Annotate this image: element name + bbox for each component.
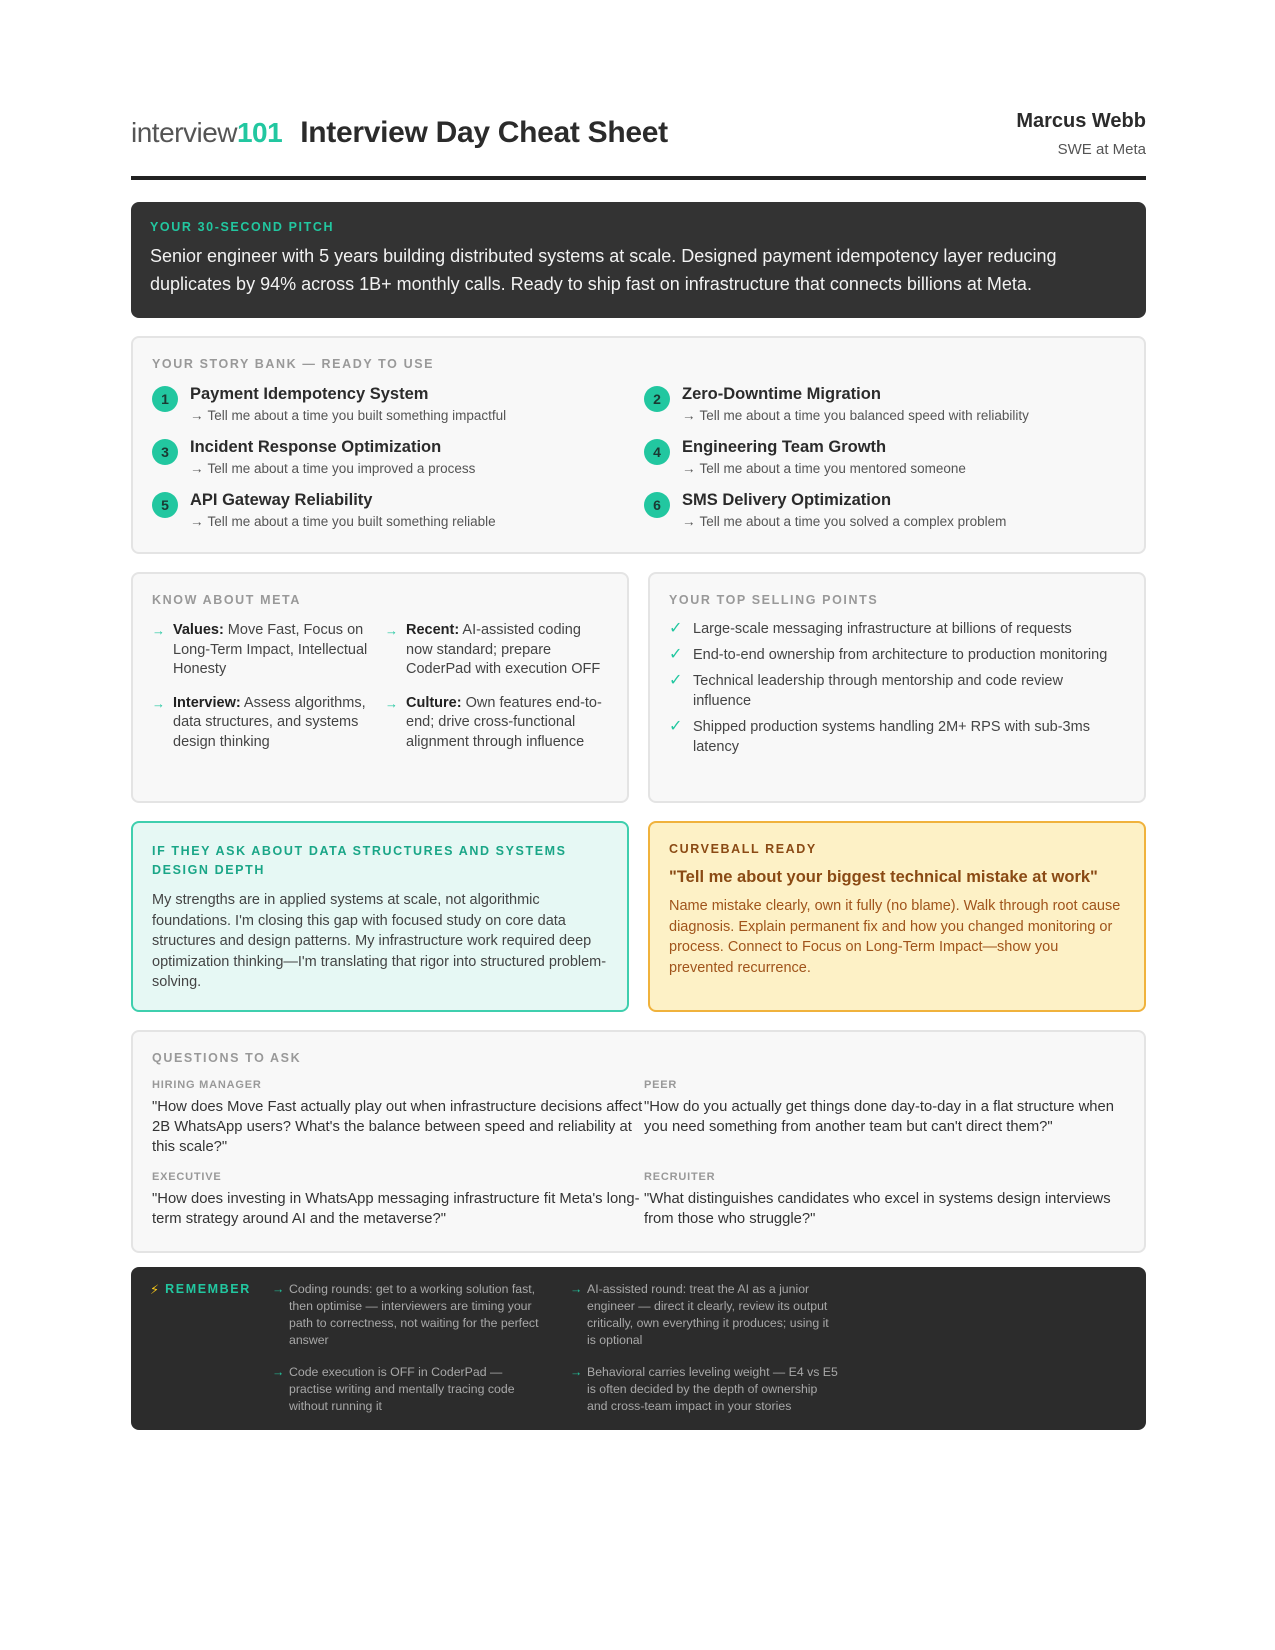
- story-question-text: Tell me about a time you mentored someone: [699, 461, 966, 476]
- question-audience: EXECUTIVE: [152, 1171, 222, 1183]
- story-title: SMS Delivery Optimization: [682, 491, 892, 509]
- know-meta-item: [152, 621, 385, 680]
- data-structures-section: [131, 821, 629, 1012]
- remember-text: Behavioral carries leveling weight — E4 vs E5 is often decided by the depth of ownership and cross-team impact in your stories: [587, 1365, 838, 1413]
- question-item: [152, 1171, 644, 1229]
- candidate-info: [1016, 110, 1146, 158]
- remember-item: [272, 1364, 570, 1416]
- lightning-icon: ⚡: [150, 1282, 160, 1297]
- know-meta-item: [152, 694, 385, 753]
- arrow-icon: →: [682, 461, 696, 476]
- question-item: [152, 1079, 644, 1157]
- arrow-icon: →: [570, 1282, 583, 1296]
- question-audience: PEER: [644, 1079, 678, 1091]
- story-number-badge: 3: [152, 439, 178, 465]
- questions-heading: QUESTIONS TO ASK: [152, 1051, 302, 1065]
- selling-point-text: Large-scale messaging infrastructure at billions of requests: [693, 621, 1072, 637]
- know-meta-item: [385, 621, 608, 680]
- know-meta-text: AI-assisted coding now standard; prepare CoderPad with execution OFF: [406, 622, 601, 677]
- story-question: [190, 514, 496, 529]
- story-bank-section: [131, 336, 1146, 554]
- story-question: [190, 408, 506, 423]
- story-number-badge: 2: [644, 386, 670, 412]
- story-question-text: Tell me about a time you solved a complex problem: [699, 514, 1007, 529]
- remember-item: [570, 1364, 840, 1416]
- brand-row: [131, 116, 668, 150]
- know-meta-label: Values:: [173, 622, 224, 638]
- story-bank-heading: YOUR STORY BANK — READY TO USE: [152, 357, 435, 371]
- know-meta-text: Own features end-to-end; drive cross-functional alignment through influence: [406, 694, 602, 750]
- story-question: [190, 461, 475, 476]
- pitch-heading: YOUR 30-SECOND PITCH: [150, 220, 335, 234]
- logo-word: interview: [131, 117, 237, 148]
- arrow-icon: →: [682, 514, 696, 529]
- know-meta-label: Culture:: [406, 694, 462, 711]
- story-question: [682, 408, 1029, 423]
- story-number-badge: 4: [644, 439, 670, 465]
- arrow-icon: →: [385, 623, 398, 638]
- question-text: "What distinguishes candidates who excel in systems design interviews from those who struggle?": [644, 1191, 1111, 1227]
- questions-section: [131, 1030, 1146, 1253]
- remember-text: Code execution is OFF in CoderPad — practise writing and mentally tracing code without running it: [289, 1365, 515, 1413]
- arrow-icon: →: [152, 623, 165, 638]
- selling-point: [669, 671, 1125, 711]
- story-question-text: Tell me about a time you built something reliable: [207, 514, 496, 529]
- arrow-icon: →: [190, 461, 204, 476]
- check-icon: ✓: [669, 620, 683, 637]
- questions-list: [152, 1079, 1125, 1229]
- selling-point: [669, 717, 1125, 757]
- story-question-text: Tell me about a time you improved a process: [207, 461, 476, 476]
- header: [131, 100, 1146, 180]
- know-meta-label: Interview:: [173, 694, 241, 711]
- selling-points-section: [648, 572, 1146, 803]
- story-question: [682, 461, 966, 476]
- know-meta-list: [152, 621, 608, 752]
- logo-number: 101: [236, 117, 283, 148]
- story-number-badge: 5: [152, 492, 178, 518]
- info-row: [131, 572, 1146, 803]
- remember-list: [272, 1281, 840, 1416]
- selling-points-heading: YOUR TOP SELLING POINTS: [669, 593, 879, 607]
- story-title: Engineering Team Growth: [682, 438, 887, 456]
- arrow-icon: →: [190, 408, 204, 423]
- story-title: Payment Idempotency System: [190, 385, 429, 403]
- story-item: [152, 385, 644, 423]
- question-audience: HIRING MANAGER: [152, 1079, 262, 1091]
- selling-point-text: Shipped production systems handling 2M+ RPS with sub-3ms latency: [693, 719, 1090, 755]
- question-audience: RECRUITER: [644, 1171, 716, 1183]
- selling-point-text: Technical leadership through mentorship and code review influence: [693, 673, 1063, 709]
- curveball-heading: CURVEBALL READY: [669, 842, 817, 856]
- page-title: Interview Day Cheat Sheet: [300, 116, 668, 149]
- story-title: Zero-Downtime Migration: [682, 385, 881, 403]
- story-question-text: Tell me about a time you balanced speed with reliability: [699, 408, 1029, 423]
- selling-point: [669, 619, 1125, 639]
- remember-item: [272, 1281, 570, 1350]
- story-list: [152, 385, 1125, 529]
- know-meta-item: [385, 694, 608, 753]
- selling-points-list: [669, 619, 1125, 757]
- arrow-icon: →: [272, 1365, 285, 1379]
- question-text: "How does investing in WhatsApp messaging infrastructure fit Meta's long-term strategy around AI and the metaverse?": [152, 1191, 640, 1227]
- arrow-icon: →: [682, 408, 696, 423]
- know-meta-section: [131, 572, 629, 803]
- remember-heading: REMEMBER: [165, 1282, 251, 1296]
- question-item: [644, 1079, 1125, 1157]
- data-structures-text: My strengths are in applied systems at scale, not algorithmic foundations. I'm closing this gap with focused study on core data structures and design patterns. My infrastructure work required deep optimization thinking—I'm translating that rigor into structured problem-solving.: [152, 892, 607, 990]
- story-question: [682, 514, 1006, 529]
- question-text: "How does Move Fast actually play out when infrastructure decisions affect 2B WhatsApp users? What's the balance between speed and reliability at this scale?": [152, 1099, 643, 1155]
- remember-item: [570, 1281, 840, 1350]
- story-number-badge: 1: [152, 386, 178, 412]
- remember-text: AI-assisted round: treat the AI as a junior engineer — direct it clearly, review its output critically, own everything it produces; using it is optional: [587, 1282, 829, 1347]
- curveball-section: [648, 821, 1146, 1012]
- curveball-text: Name mistake clearly, own it fully (no blame). Walk through root cause diagnosis. Explain permanent fix and how you changed monitoring or process. Connect to Focus on Long-Term Impact—show you prevented recurrence.: [669, 898, 1121, 976]
- candidate-role: SWE at Meta: [1057, 141, 1146, 158]
- cheat-sheet-page: [131, 100, 1146, 1430]
- pitch-section: [131, 202, 1146, 318]
- prep-row: [131, 821, 1146, 1012]
- remember-label: [150, 1282, 272, 1416]
- story-number-badge: 6: [644, 492, 670, 518]
- check-icon: ✓: [669, 718, 683, 735]
- remember-text: Coding rounds: get to a working solution fast, then optimise — interviewers are timing your path to correctness, not waiting for the perfect answer: [289, 1282, 539, 1347]
- story-item: [152, 438, 644, 476]
- arrow-icon: →: [152, 695, 165, 711]
- logo: [131, 117, 282, 149]
- know-meta-text: Move Fast, Focus on Long-Term Impact, Intellectual Honesty: [173, 622, 368, 677]
- selling-point-text: End-to-end ownership from architecture to production monitoring: [693, 647, 1108, 663]
- know-meta-heading: KNOW ABOUT META: [152, 593, 301, 607]
- story-item: [644, 491, 1125, 529]
- story-question-text: Tell me about a time you built something impactful: [207, 408, 507, 423]
- know-meta-text: Assess algorithms, data structures, and systems design thinking: [173, 694, 366, 750]
- pitch-text: Senior engineer with 5 years building distributed systems at scale. Designed payment idempotency layer reducing duplicates by 94% across 1B+ monthly calls. Ready to ship fast on infrastructure that connects billions at Meta.: [150, 246, 1057, 294]
- remember-section: [131, 1267, 1146, 1430]
- arrow-icon: →: [385, 695, 398, 711]
- story-title: Incident Response Optimization: [190, 438, 442, 456]
- data-structures-heading: IF THEY ASK ABOUT DATA STRUCTURES AND SYSTEMS DESIGN DEPTH: [152, 844, 567, 877]
- arrow-icon: →: [570, 1365, 583, 1379]
- arrow-icon: →: [190, 514, 204, 529]
- story-item: [152, 491, 644, 529]
- story-title: API Gateway Reliability: [190, 491, 373, 509]
- story-item: [644, 385, 1125, 423]
- candidate-name: Marcus Webb: [1016, 110, 1146, 132]
- know-meta-label: Recent:: [406, 622, 460, 638]
- question-item: [644, 1171, 1125, 1229]
- story-item: [644, 438, 1125, 476]
- selling-point: [669, 645, 1125, 665]
- question-text: "How do you actually get things done day-to-day in a flat structure when you need something from another team but can't direct them?": [644, 1099, 1114, 1135]
- check-icon: ✓: [669, 646, 683, 663]
- arrow-icon: →: [272, 1282, 285, 1296]
- curveball-question: "Tell me about your biggest technical mistake at work": [669, 868, 1098, 886]
- check-icon: ✓: [669, 672, 683, 689]
